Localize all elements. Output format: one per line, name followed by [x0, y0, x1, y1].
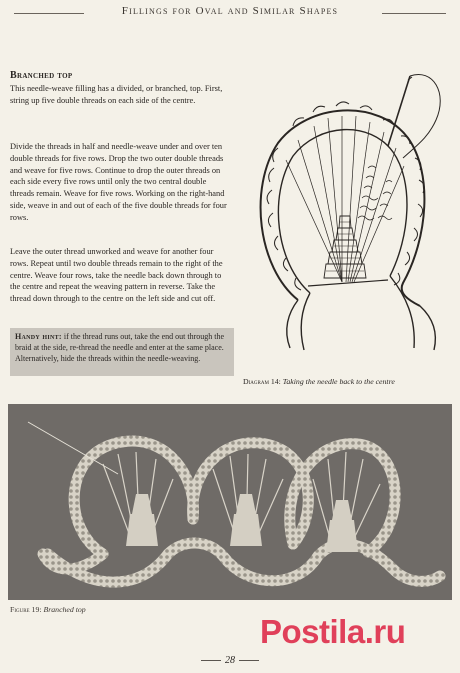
braid-inner — [278, 130, 407, 293]
handy-hint-body: if the thread runs out, take the end out through the braid at the side, re-thread the needle and enter at the same place. Alternatively, hide the threads within the needle-weaving. — [15, 332, 225, 364]
diagram-label: Diagram 14: — [243, 377, 281, 386]
handy-hint-label: Handy hint: — [15, 332, 62, 341]
lace-photograph — [8, 404, 452, 600]
thread-curve — [403, 74, 440, 158]
watermark-logo: Postila.ru — [260, 613, 406, 650]
figure-caption — [10, 605, 86, 614]
radiating-threads — [286, 116, 404, 282]
page-number-dash-left — [201, 660, 221, 661]
figure-label: Figure 19: — [10, 605, 42, 614]
running-header — [0, 0, 460, 28]
braid-leg-left — [287, 293, 310, 350]
handy-hint-box — [10, 328, 234, 376]
page-number-text: 28 — [225, 655, 235, 666]
page-number — [0, 655, 460, 666]
diagram-caption-text: Taking the needle back to the centre — [282, 377, 395, 386]
diagram-illustration — [238, 68, 450, 368]
paragraph-3: Leave the outer thread unworked and weave for another four rows. Repeat until two double threads remain to the right of the centre. Weave four rows, take the needle back down through to the centre and repeat the weaving pattern in reverse. Take the thread down through to the centre on the left side and cut off. — [10, 247, 223, 304]
figure-caption-text: Branched top — [43, 605, 86, 614]
page-number-dash-right — [239, 660, 259, 661]
diagram-caption — [243, 377, 395, 386]
header-title: Fillings for Oval and Similar Shapes — [121, 5, 339, 17]
header-rule-right — [382, 13, 446, 14]
braid-leg-right — [390, 276, 435, 350]
handy-hint-text — [15, 331, 229, 365]
section-heading: Branched top — [10, 70, 73, 81]
paragraph-2: Divide the threads in half and needle-weave under and over ten double threads for five rows. Drop the two outer double threads and weave for five rows. Continue to drop the outer threads on each side every five rows until only the two central double threads remain. Weave for five rows. Working on the right-hand side, weave in and out of each of the five double threads for four rows. — [10, 142, 227, 222]
paragraph-1: This needle-weave filling has a divided, or branched, top. First, string up five double threads on each side of the centre. — [10, 84, 223, 105]
